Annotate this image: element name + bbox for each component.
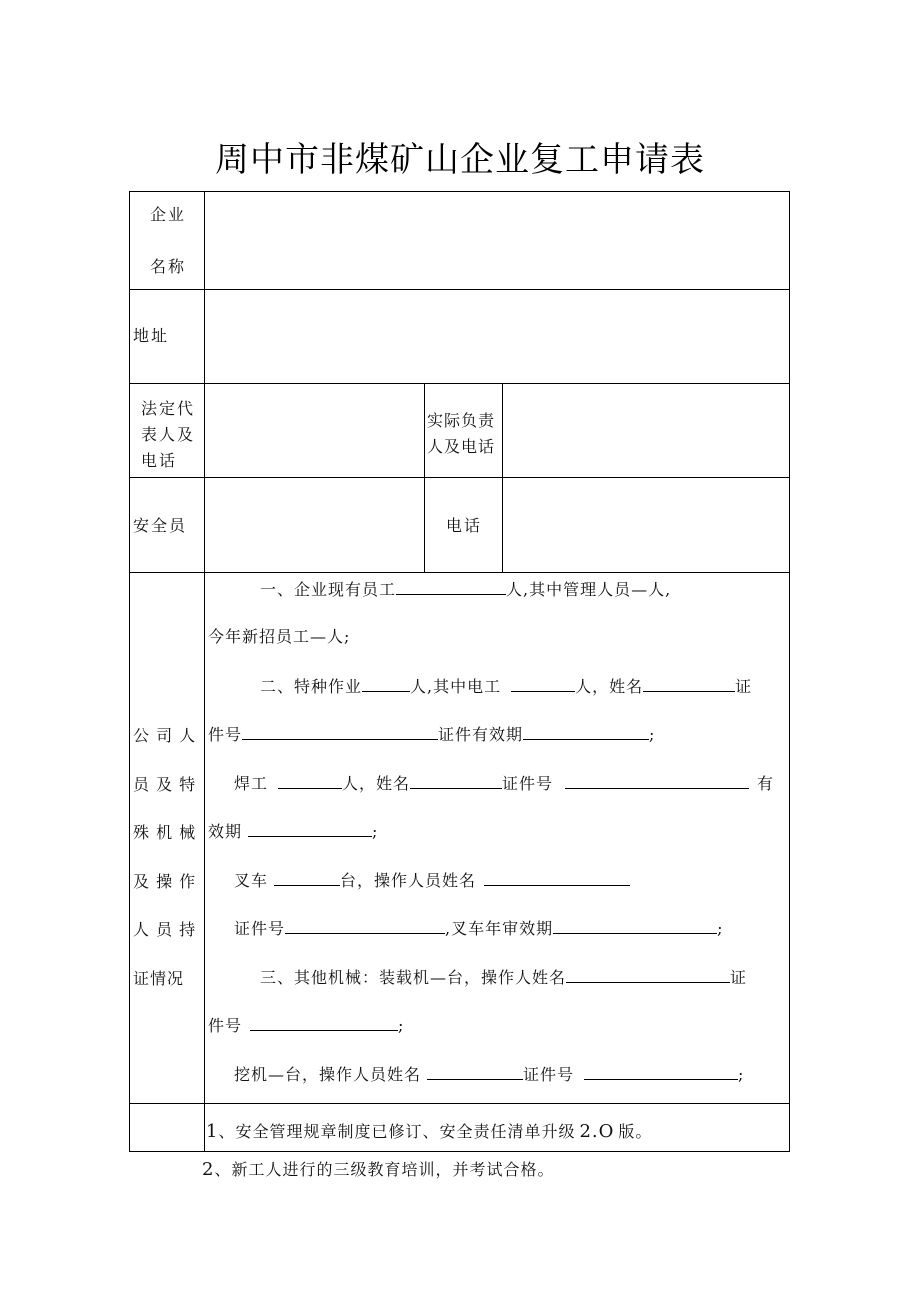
personnel-line-6: 效期 ; (208, 822, 379, 841)
safety-officer-field[interactable] (206, 479, 422, 570)
personnel-label: 公 司 人 员 及 特 殊 机 械 及 操 作 人 员 持 证情况 (133, 726, 197, 988)
personnel-line-10: 件号 ; (208, 1016, 405, 1035)
address-label: 地址 (133, 326, 170, 345)
safety-officer-label: 安全员 (133, 516, 188, 535)
loader-operator-name-blank[interactable] (566, 966, 730, 983)
electrician-count-blank[interactable] (511, 675, 575, 692)
column-divider (424, 383, 425, 573)
column-divider (502, 383, 503, 573)
row-divider (130, 572, 789, 573)
forklift-count-blank[interactable] (274, 869, 340, 886)
forklift-inspection-validity-blank[interactable] (553, 917, 717, 934)
personnel-line-11: 挖机—台，操作人员姓名 证件号 ; (234, 1065, 745, 1084)
electrician-cert-validity-blank[interactable] (523, 723, 649, 740)
phone-label: 电话 (446, 516, 483, 535)
electrician-name-blank[interactable] (643, 675, 735, 692)
electrician-cert-blank[interactable] (242, 723, 438, 740)
welder-cert-blank[interactable] (565, 772, 749, 789)
row-divider (130, 477, 789, 478)
legal-rep-field[interactable] (206, 385, 422, 475)
special-ops-count-blank[interactable] (362, 675, 410, 692)
legal-rep-label: 法定代 表人及 电话 (141, 399, 196, 470)
welder-count-blank[interactable] (278, 772, 342, 789)
row-divider (130, 289, 789, 290)
welder-validity-blank[interactable] (248, 820, 372, 837)
phone-field[interactable] (504, 479, 788, 570)
row-divider (130, 383, 789, 384)
actual-manager-label: 实际负责 人及电话 (427, 411, 496, 456)
forklift-operator-name-blank[interactable] (484, 869, 630, 886)
personnel-line-8: 证件号 ,叉车年审效期 ; (234, 919, 724, 938)
personnel-line-5: 焊工 人，姓名 证件号 有 (234, 774, 775, 793)
measure-item-1: 1、安全管理规章制度已修订、安全责任清单升级 2.O 版。 (206, 1121, 653, 1142)
label-column-divider (204, 192, 205, 1151)
personnel-line-7: 叉车 台，操作人员姓名 (234, 868, 630, 891)
company-name-label: 企业 (150, 205, 187, 224)
personnel-line-4: 件号 证件有效期 ; (208, 725, 656, 744)
company-name-field[interactable] (206, 194, 786, 286)
excavator-cert-blank[interactable] (584, 1063, 738, 1080)
company-name-label-2: 名称 (150, 257, 187, 276)
row-divider (130, 1103, 789, 1104)
personnel-line-3: 二、特种作业 人,其中电工 人，姓名 证 (260, 677, 753, 696)
actual-manager-field[interactable] (504, 385, 788, 475)
forklift-cert-blank[interactable] (285, 917, 445, 934)
address-field[interactable] (206, 291, 786, 381)
personnel-line-9: 三、其他机械：装载机—台，操作人姓名 证 (260, 968, 748, 987)
application-form (129, 191, 790, 1152)
personnel-line-2: 今年新招员工—人; (208, 627, 351, 646)
page-title: 周中市非煤矿山企业复工申请表 (215, 140, 705, 180)
excavator-operator-name-blank[interactable] (427, 1063, 523, 1080)
personnel-line-1: 一、企业现有员工 人,其中管理人员—人, (260, 580, 672, 599)
employee-count-blank[interactable] (396, 578, 506, 595)
loader-cert-blank[interactable] (250, 1014, 398, 1031)
measure-item-2: 2、新工人进行的三级教育培训，并考试合格。 (202, 1159, 555, 1180)
welder-name-blank[interactable] (410, 772, 502, 789)
